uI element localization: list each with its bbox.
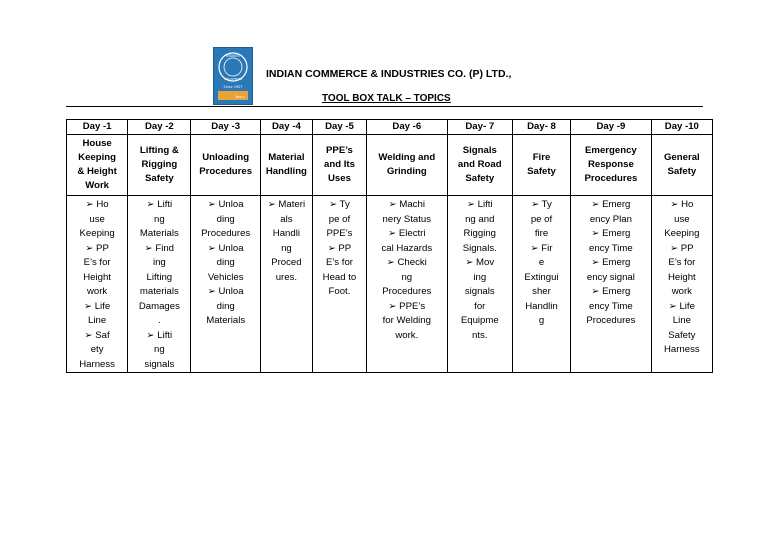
- topic-items-cell: [260, 196, 312, 373]
- topic-title: Material Handling: [260, 135, 312, 196]
- topic-title: Signals and Road Safety: [447, 135, 512, 196]
- topic-items-text: ➢ Emerg ency Plan ➢ Emerg ency Time ➢ Emerg ency signal ➢ Emerg ency Time Procedures: [586, 199, 636, 326]
- day-label: Day -10: [651, 120, 712, 135]
- day-label: Day -6: [367, 120, 448, 135]
- topic-items-row: [67, 196, 713, 373]
- topic-items-cell: [367, 196, 448, 373]
- day-label: Day -2: [128, 120, 191, 135]
- topic-items-text: ➢ Ty pe of fire ➢ Fir e Extingui sher Handlin g: [524, 199, 559, 326]
- day-label: Day- 8: [512, 120, 570, 135]
- topic-title: House Keeping & Height Work: [67, 135, 128, 196]
- day-label: Day- 7: [447, 120, 512, 135]
- company-logo: [213, 47, 253, 105]
- topic-items-cell: [447, 196, 512, 373]
- topic-items-text: ➢ Lifti ng and Rigging Signals. ➢ Mov ing signals for Equipme nts.: [460, 199, 499, 341]
- topic-items-text: ➢ Ho use Keeping ➢ PP E’s for Height work ➢ Life Line ➢ Saf ety Harness: [79, 199, 115, 370]
- day-label: Day -4: [260, 120, 312, 135]
- topic-items-cell: [191, 196, 260, 373]
- topic-items-cell: [571, 196, 652, 373]
- day-label: Day -1: [67, 120, 128, 135]
- logo-top-text: BRAKES: [226, 54, 240, 58]
- topic-title: Welding and Grinding: [367, 135, 448, 196]
- topic-title: Fire Safety: [512, 135, 570, 196]
- topic-title: Unloading Procedures: [191, 135, 260, 196]
- document-title: TOOL BOX TALK – TOPICS: [322, 93, 451, 104]
- topic-items-cell: [67, 196, 128, 373]
- tool-box-talk-table: [66, 119, 713, 373]
- topic-items-text: ➢ Ty pe of PPE’s ➢ PP E’s for Head to Foot.: [322, 199, 357, 297]
- logo-bottom-text: INDUSTRIES: [223, 77, 243, 81]
- topic-title: Lifting & Rigging Safety: [128, 135, 191, 196]
- day-label: Day -3: [191, 120, 260, 135]
- topic-header-row: [67, 135, 713, 196]
- topic-title: General Safety: [651, 135, 712, 196]
- logo-since-text: Since 1907: [223, 85, 243, 89]
- topic-title: PPE’s and Its Uses: [312, 135, 366, 196]
- header-divider: [66, 106, 703, 107]
- topic-items-text: ➢ Unloa ding Procedures ➢ Unloa ding Vehicles ➢ Unloa ding Materials: [201, 199, 251, 326]
- topic-items-text: ➢ Machi nery Status ➢ Electri cal Hazards ➢ Checki ng Procedures ➢ PPE’s for Welding work.: [381, 199, 433, 341]
- topic-items-cell: [312, 196, 366, 373]
- topic-items-text: ➢ Materi als Handli ng Proced ures.: [267, 199, 306, 283]
- topic-items-cell: [512, 196, 570, 373]
- topic-items-cell: [651, 196, 712, 373]
- topic-items-cell: [128, 196, 191, 373]
- topic-items-text: ➢ Ho use Keeping ➢ PP E’s for Height work ➢ Life Line Safety Harness: [663, 199, 700, 355]
- company-name: INDIAN COMMERCE & INDUSTRIES CO. (P) LTD.,: [266, 68, 512, 80]
- topic-title: Emergency Response Procedures: [571, 135, 652, 196]
- day-header-row: [67, 120, 713, 135]
- logo-years-text: Years: [235, 95, 245, 99]
- day-label: Day -9: [571, 120, 652, 135]
- topic-items-text: ➢ Lifti ng Materials ➢ Find ing Lifting materials Damages . ➢ Lifti ng signals: [138, 199, 180, 370]
- day-label: Day -5: [312, 120, 366, 135]
